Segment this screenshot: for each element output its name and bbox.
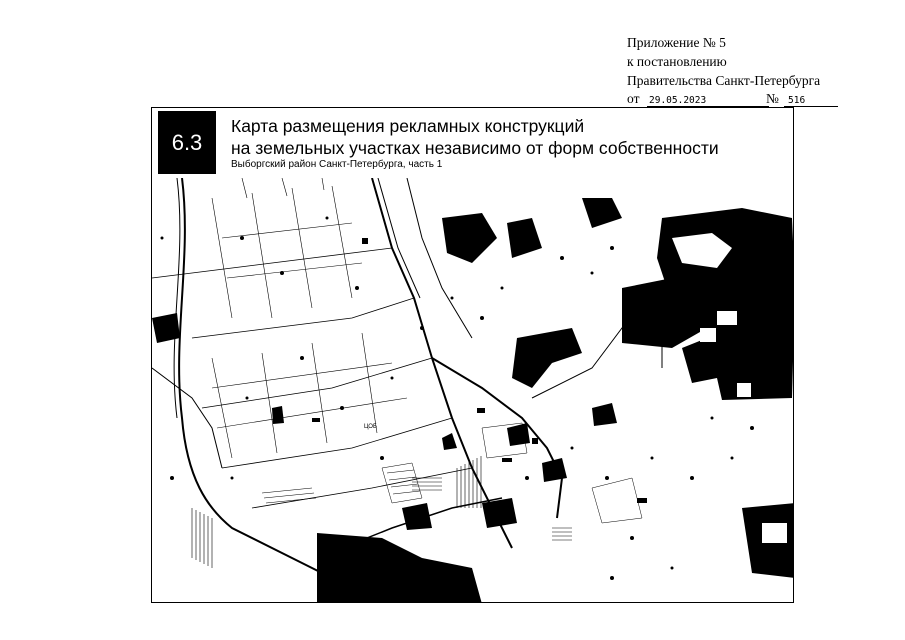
map-image [152, 178, 794, 603]
map-frame [151, 107, 794, 603]
section-badge: 6.3 [158, 111, 216, 174]
appendix-block [627, 34, 897, 109]
map-header [152, 108, 794, 177]
date-prefix: от [627, 91, 640, 107]
number-prefix: № [766, 91, 779, 107]
appendix-title: Приложение № 5 [627, 35, 726, 50]
map-title [231, 115, 719, 159]
map-label-a: ЦОБ [364, 424, 377, 430]
resolution-date: 29.05.2023 [647, 92, 769, 107]
map-title-line2: на земельных участках независимо от форм собственности [231, 138, 719, 158]
appendix-resolution: к постановлению [627, 53, 727, 69]
appendix-government: Правительства Санкт-Петербурга [627, 72, 821, 88]
map-subtitle: Выборгский район Санкт-Петербурга, часть 1 [231, 159, 443, 170]
resolution-number: 516 [784, 92, 838, 107]
map-area [152, 178, 794, 603]
map-title-line1: Карта размещения рекламных конструкций [231, 116, 585, 136]
